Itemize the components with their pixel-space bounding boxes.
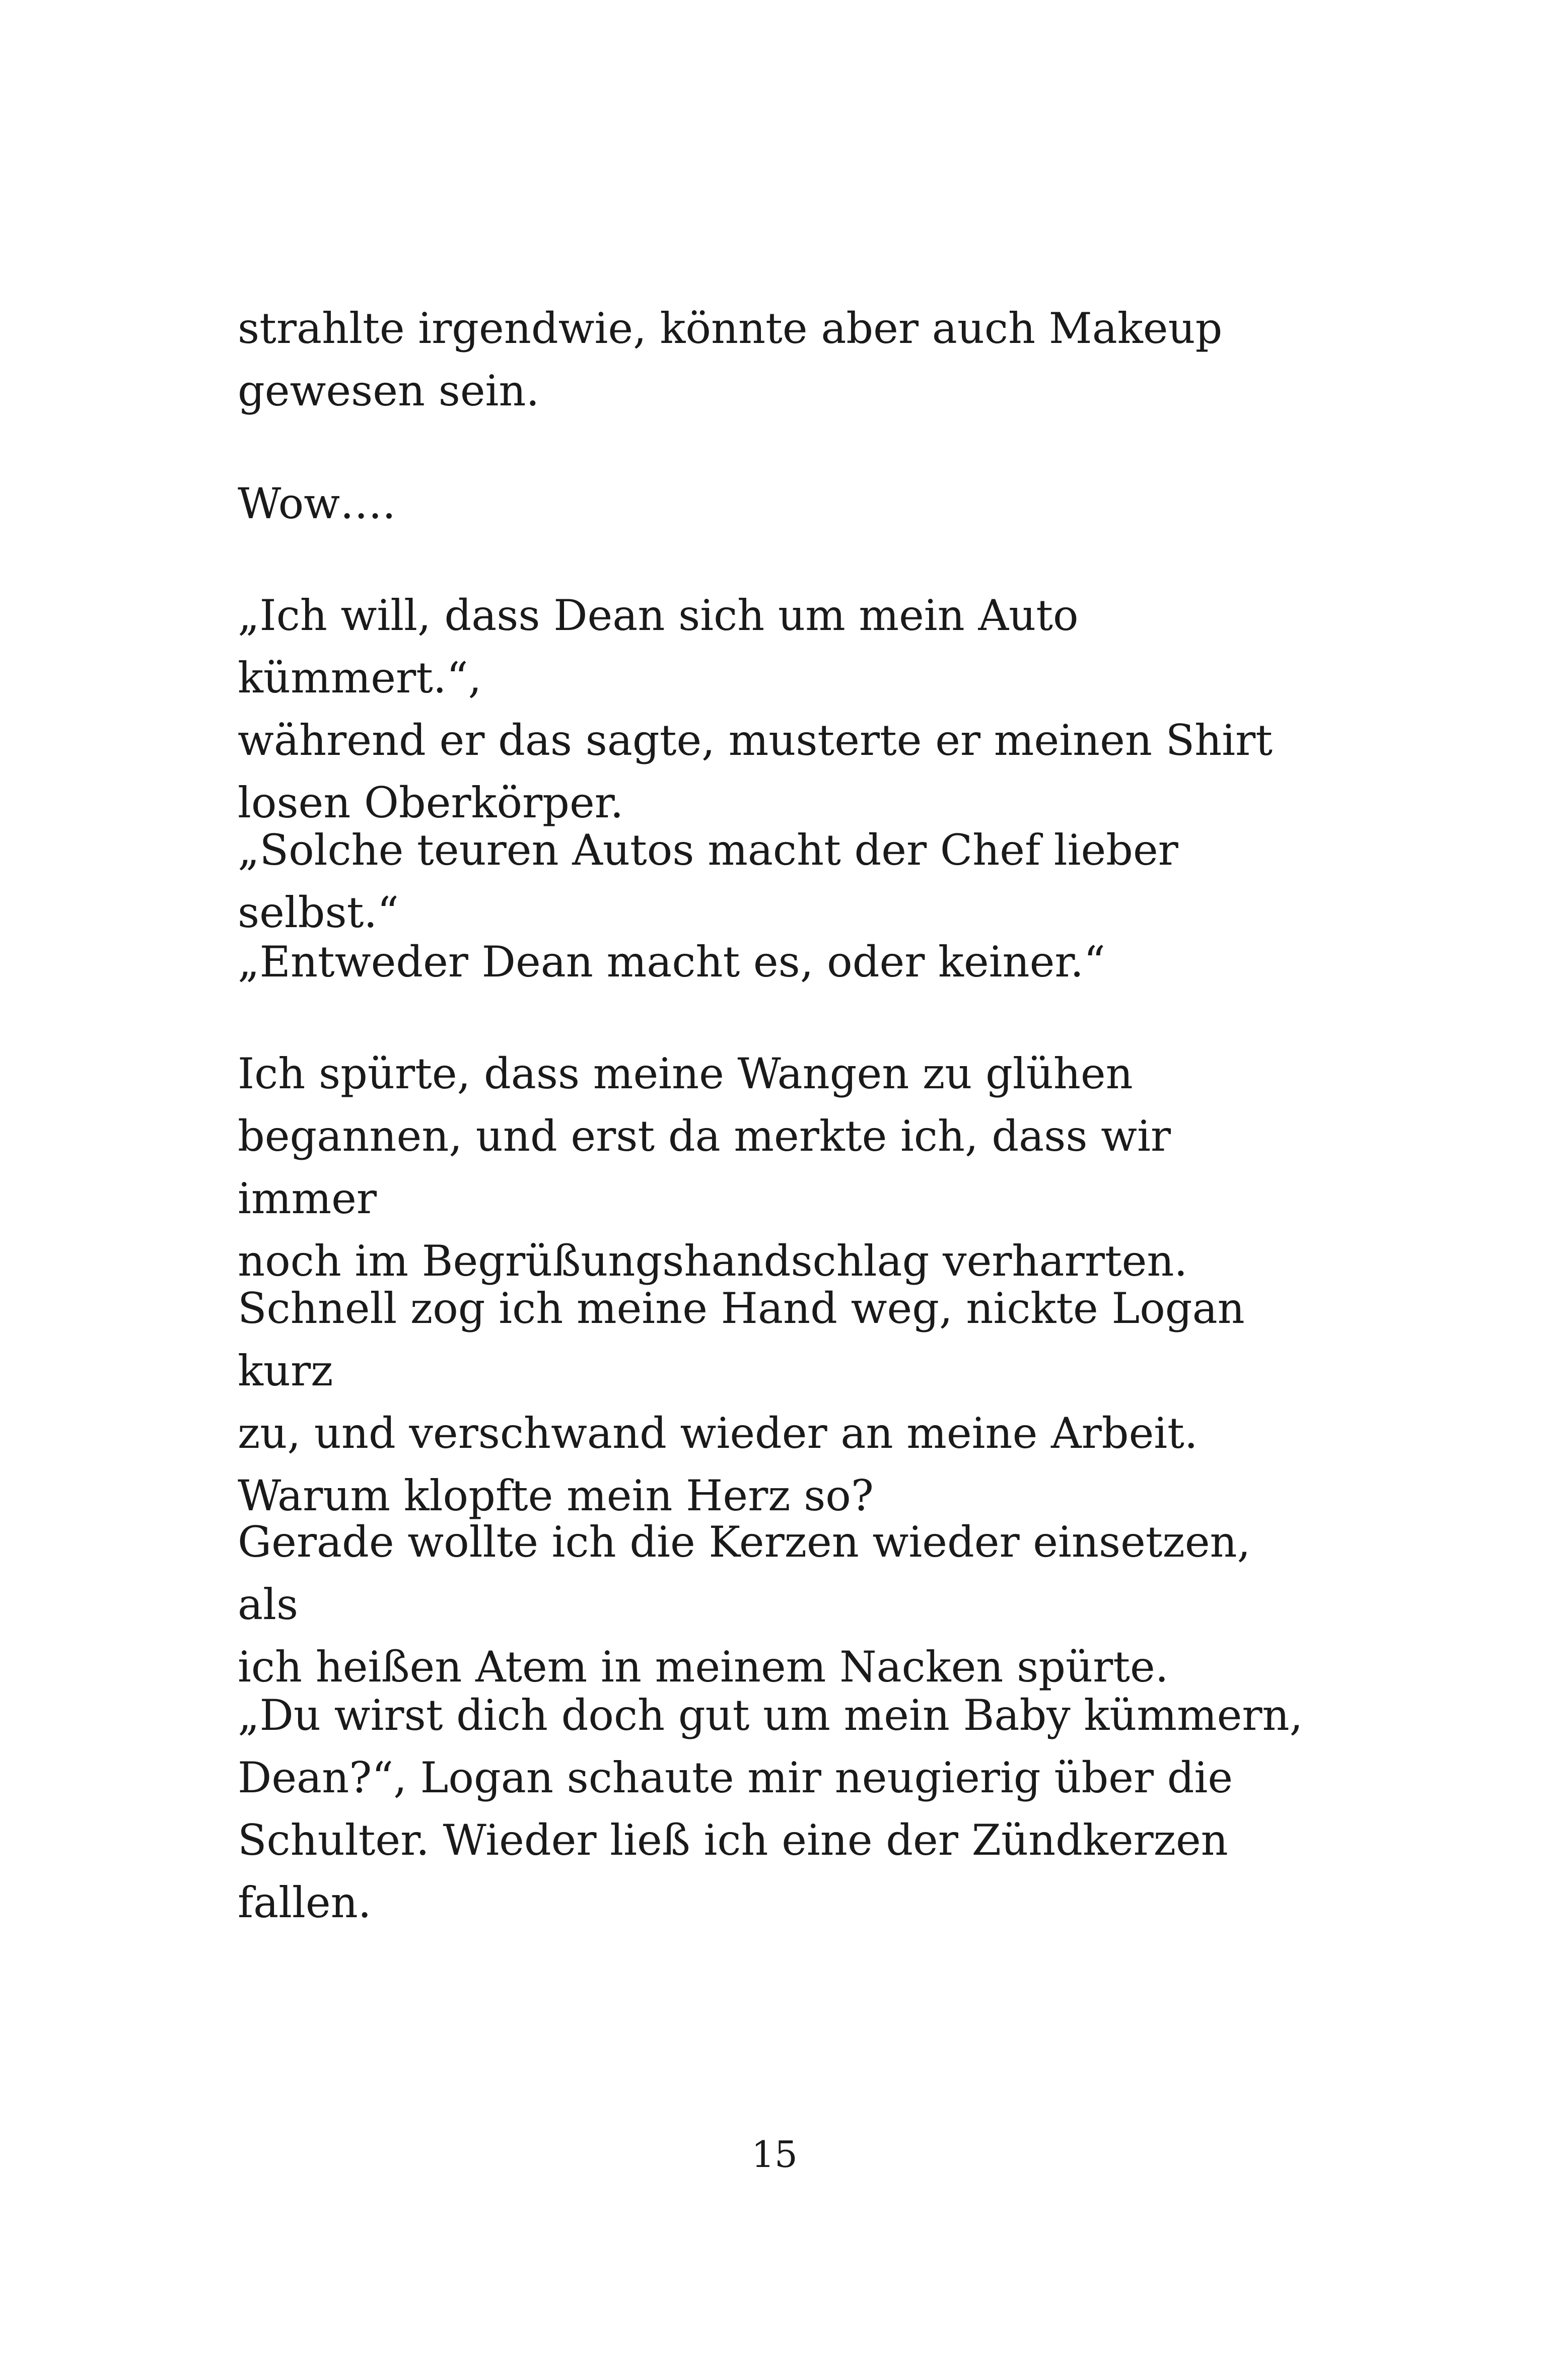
paragraph: Ich spürte, dass meine Wangen zu glühen begannen, und erst da merkte ich, dass wir immer noch im Begrüßungshandschlag verharrten. (238, 1049, 1188, 1286)
paragraph: Schnell zog ich meine Hand weg, nickte Logan kurz zu, und verschwand wieder an meine Arbeit. Warum klopfte mein Herz so? (238, 1284, 1245, 1520)
paragraph: „Solche teuren Autos macht der Chef lieber selbst.“ (238, 825, 1178, 937)
paragraph: Wow…. (238, 479, 396, 528)
paragraph: Gerade wollte ich die Kerzen wieder einsetzen, als ich heißen Atem in meinem Nacken spürte. (238, 1517, 1251, 1692)
paragraph: strahlte irgendwie, könnte aber auch Makeup gewesen sein. (238, 304, 1223, 415)
paragraph: „Entweder Dean macht es, oder keiner.“ (238, 937, 1105, 987)
paragraph: „Du wirst dich doch gut um mein Baby kümmern, Dean?“, Logan schaute mir neugierig über die Schulter. Wieder ließ ich eine der Zündkerzen fallen. (238, 1691, 1303, 1927)
page-number: 15 (751, 2133, 798, 2176)
paragraph: „Ich will, dass Dean sich um mein Auto kümmert.“, während er das sagte, musterte er meinen Shirt losen Oberkörper. (238, 591, 1273, 827)
